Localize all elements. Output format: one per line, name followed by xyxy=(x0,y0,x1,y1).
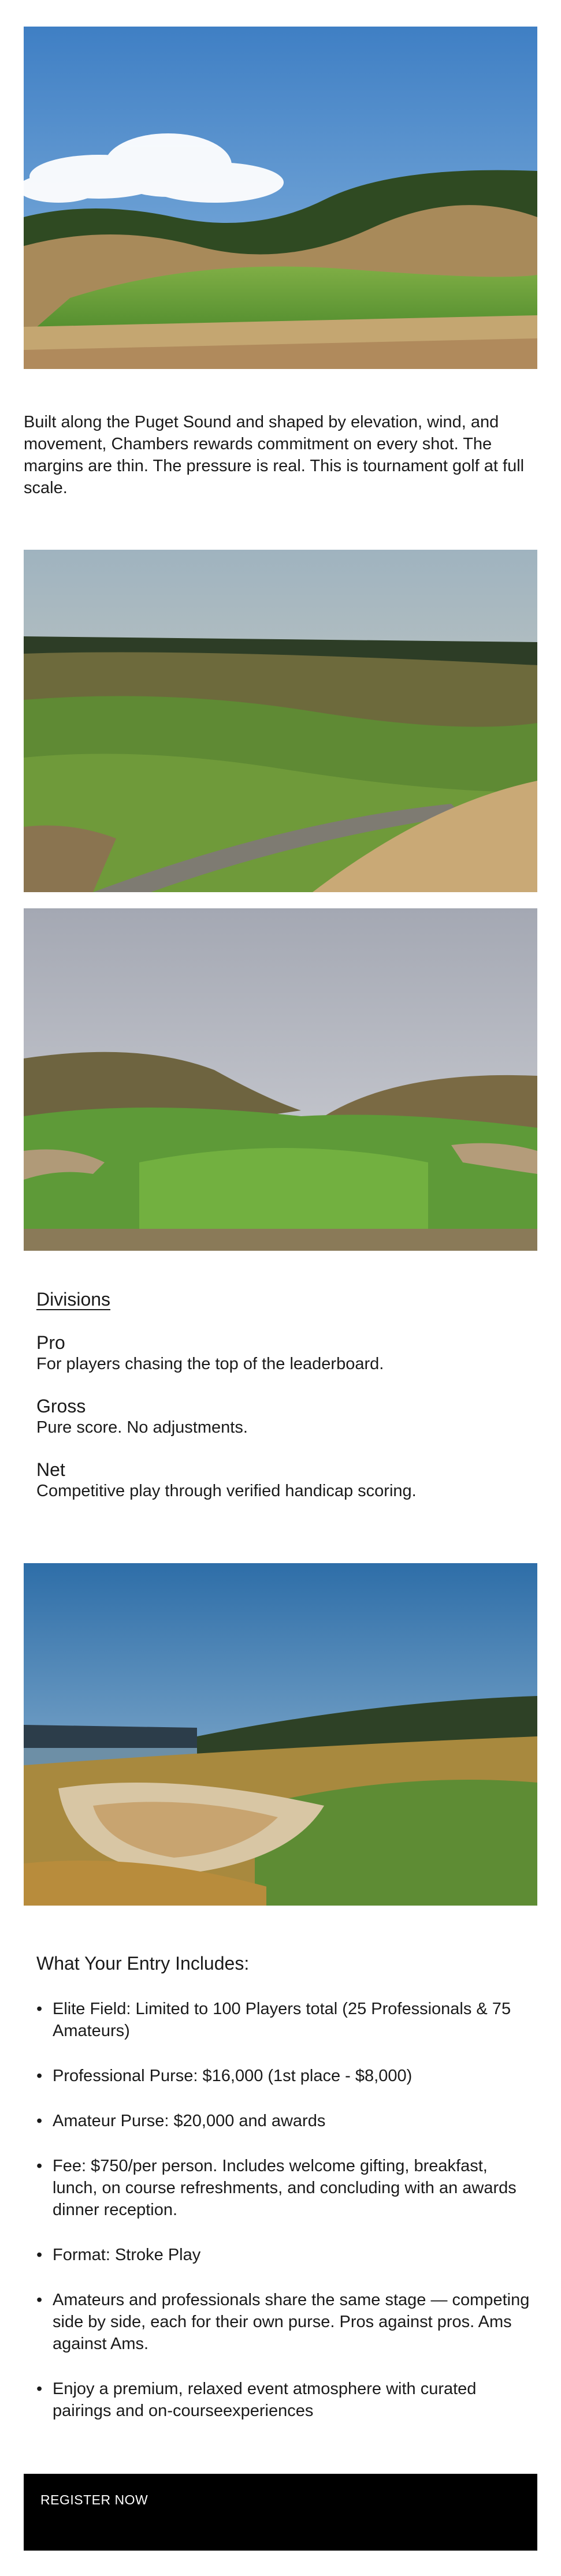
division-name: Net xyxy=(36,1459,65,1480)
entry-includes-list xyxy=(36,1998,533,2422)
list-item xyxy=(36,2244,533,2266)
bullet-icon: • xyxy=(36,2000,43,2018)
bullet-icon: • xyxy=(36,2112,43,2130)
divisions-heading: Divisions xyxy=(36,1289,111,1310)
course-photo-dunes-clouds xyxy=(24,27,537,369)
division-description: Pure score. No adjustments. xyxy=(36,1418,248,1437)
list-item xyxy=(36,2289,533,2355)
division-name: Pro xyxy=(36,1332,65,1353)
list-item-text: Amateurs and professionals share the same stage — competing side by side, each for their own purse. Pros against pros. Ams against Ams. xyxy=(53,2291,530,2353)
division-net xyxy=(36,1459,533,1501)
entry-includes-section xyxy=(36,1952,533,2445)
list-item xyxy=(36,2065,533,2087)
bullet-icon: • xyxy=(36,2067,43,2085)
bullet-icon: • xyxy=(36,2291,43,2309)
list-item-text: Amateur Purse: $20,000 and awards xyxy=(53,2112,326,2130)
course-photo-bunkers-sound xyxy=(24,1563,537,1906)
course-photo-fairway-path xyxy=(24,550,537,892)
list-item-text: Enjoy a premium, relaxed event atmosphere with curated pairings and on-courseexperiences xyxy=(53,2380,477,2420)
list-item-text: Fee: $750/per person. Includes welcome gifting, breakfast, lunch, on course refreshments, and concluding with an awards dinner reception. xyxy=(53,2157,517,2219)
division-pro xyxy=(36,1332,533,1374)
list-item-text: Elite Field: Limited to 100 Players total (25 Professionals & 75 Amateurs) xyxy=(53,2000,511,2040)
bullet-icon: • xyxy=(36,2380,43,2398)
bullet-icon: • xyxy=(36,2157,43,2175)
division-description: Competitive play through verified handicap scoring. xyxy=(36,1482,417,1500)
list-item xyxy=(36,2110,533,2132)
list-item-text: Professional Purse: $16,000 (1st place - $8,000) xyxy=(53,2067,413,2085)
division-gross xyxy=(36,1395,533,1438)
divisions-section xyxy=(36,1288,533,1522)
intro-paragraph: Built along the Puget Sound and shaped by elevation, wind, and movement, Chambers rewards commitment on every shot. The margins are thin. The pressure is real. This is tournament golf at full scale. xyxy=(24,413,525,497)
list-item-text: Format: Stroke Play xyxy=(53,2246,201,2264)
course-photo-valley-fairway xyxy=(24,908,537,1251)
entry-includes-heading: What Your Entry Includes: xyxy=(36,1953,250,1974)
bullet-icon: • xyxy=(36,2246,43,2264)
division-name: Gross xyxy=(36,1396,86,1416)
register-now-label: REGISTER NOW xyxy=(40,2492,148,2507)
register-now-button[interactable] xyxy=(24,2474,537,2551)
division-description: For players chasing the top of the leaderboard. xyxy=(36,1355,384,1373)
list-item xyxy=(36,1998,533,2042)
list-item xyxy=(36,2155,533,2221)
list-item xyxy=(36,2378,533,2422)
